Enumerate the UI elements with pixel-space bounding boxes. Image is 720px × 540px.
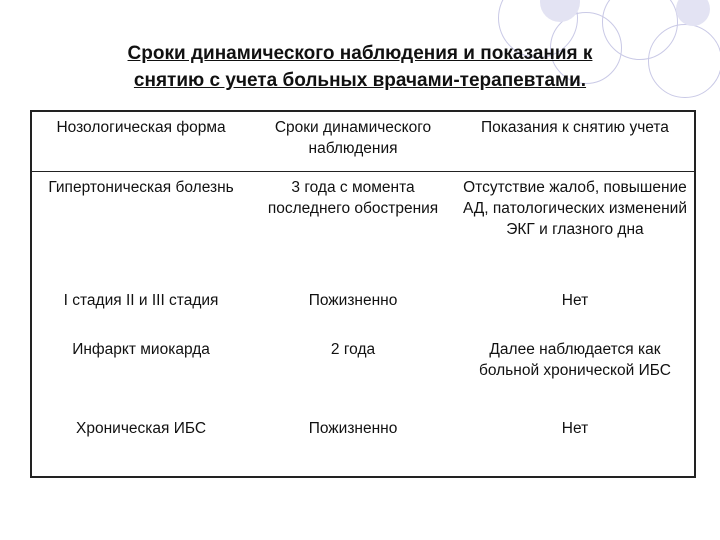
table-row [31, 413, 695, 477]
cell-term: Пожизненно [308, 420, 398, 437]
cell-form: Гипертоническая болезнь [48, 179, 234, 196]
cell-indication: Далее наблюдается как больной хронической ИБС [478, 341, 671, 379]
decorative-dot [676, 0, 710, 26]
cell-indication: Отсутствие жалоб, повышение АД, патологических изменений ЭКГ и глазного дна [462, 179, 687, 238]
table-row [31, 334, 695, 413]
header-nosological-form: Нозологическая форма [31, 111, 250, 172]
header-observation-term: Сроки динамического наблюдения [250, 111, 456, 172]
cell-indication: Нет [561, 292, 589, 309]
slide-title [40, 40, 680, 94]
table-row [31, 289, 695, 334]
cell-form: Инфаркт миокарда [72, 341, 210, 358]
title-line-1: Сроки динамического наблюдения и показания к [127, 43, 593, 64]
cell-form: I стадия II и III стадия [63, 292, 219, 309]
cell-term: 2 года [330, 341, 376, 358]
header-deregistration-indication: Показания к снятию учета [456, 111, 695, 172]
table-header-row [31, 111, 695, 172]
cell-term: Пожизненно [308, 292, 398, 309]
cell-form: Хроническая ИБС [76, 420, 207, 437]
cell-indication: Нет [561, 420, 589, 437]
observation-table [30, 110, 696, 478]
table-row [31, 172, 695, 290]
cell-term: 3 года с момента последнего обострения [267, 179, 439, 217]
title-line-2: снятию с учета больных врачами-терапевтами. [133, 70, 587, 91]
